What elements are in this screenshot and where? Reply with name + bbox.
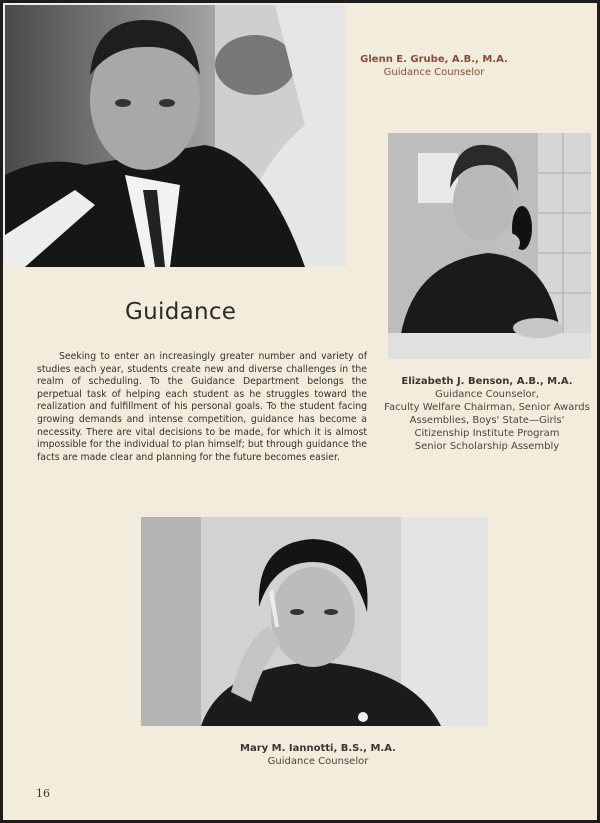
role-line: Assemblies, Boys' State—Girls' <box>409 415 565 426</box>
name-elizabeth-benson: Elizabeth J. Benson, A.B., M.A. <box>401 376 573 387</box>
caption-elizabeth-benson <box>373 375 600 453</box>
name-glenn-grube: Glenn E. Grube, A.B., M.A. <box>360 54 508 65</box>
photo-mary-iannotti <box>141 517 488 726</box>
role-glenn-grube: Guidance Counselor <box>383 67 485 78</box>
photo-glenn-grube <box>5 5 346 267</box>
role-line: Faculty Welfare Chairman, Senior Awards <box>384 402 590 413</box>
section-title: Guidance <box>125 299 237 325</box>
role-line: Citizenship Institute Program <box>414 428 560 439</box>
caption-glenn-grube <box>353 53 515 79</box>
role-line: Senior Scholarship Assembly <box>414 441 560 452</box>
name-mary-iannotti: Mary M. Iannotti, B.S., M.A. <box>240 743 396 754</box>
caption-mary-iannotti <box>203 742 433 768</box>
role-mary-iannotti: Guidance Counselor <box>267 756 369 767</box>
section-body-text: Seeking to enter an increasingly greater number and variety of studies each year, students create new and diverse challenges in the realm of scheduling. To the Guidance Department belongs the perpetual task of helping each student as he struggles toward the realization and fulfillment of his personal goals. To the student facing growing demands and intense competition, guidance has become a necessity. There are vital decisions to be made, for which it is almost impossible for the individual to plan himself; but through guidance the facts are made clear and planning for the future becomes easier. <box>37 351 367 463</box>
page-number: 16 <box>36 787 50 800</box>
photo-elizabeth-benson <box>388 133 591 359</box>
role-line: Guidance Counselor, <box>435 389 539 400</box>
